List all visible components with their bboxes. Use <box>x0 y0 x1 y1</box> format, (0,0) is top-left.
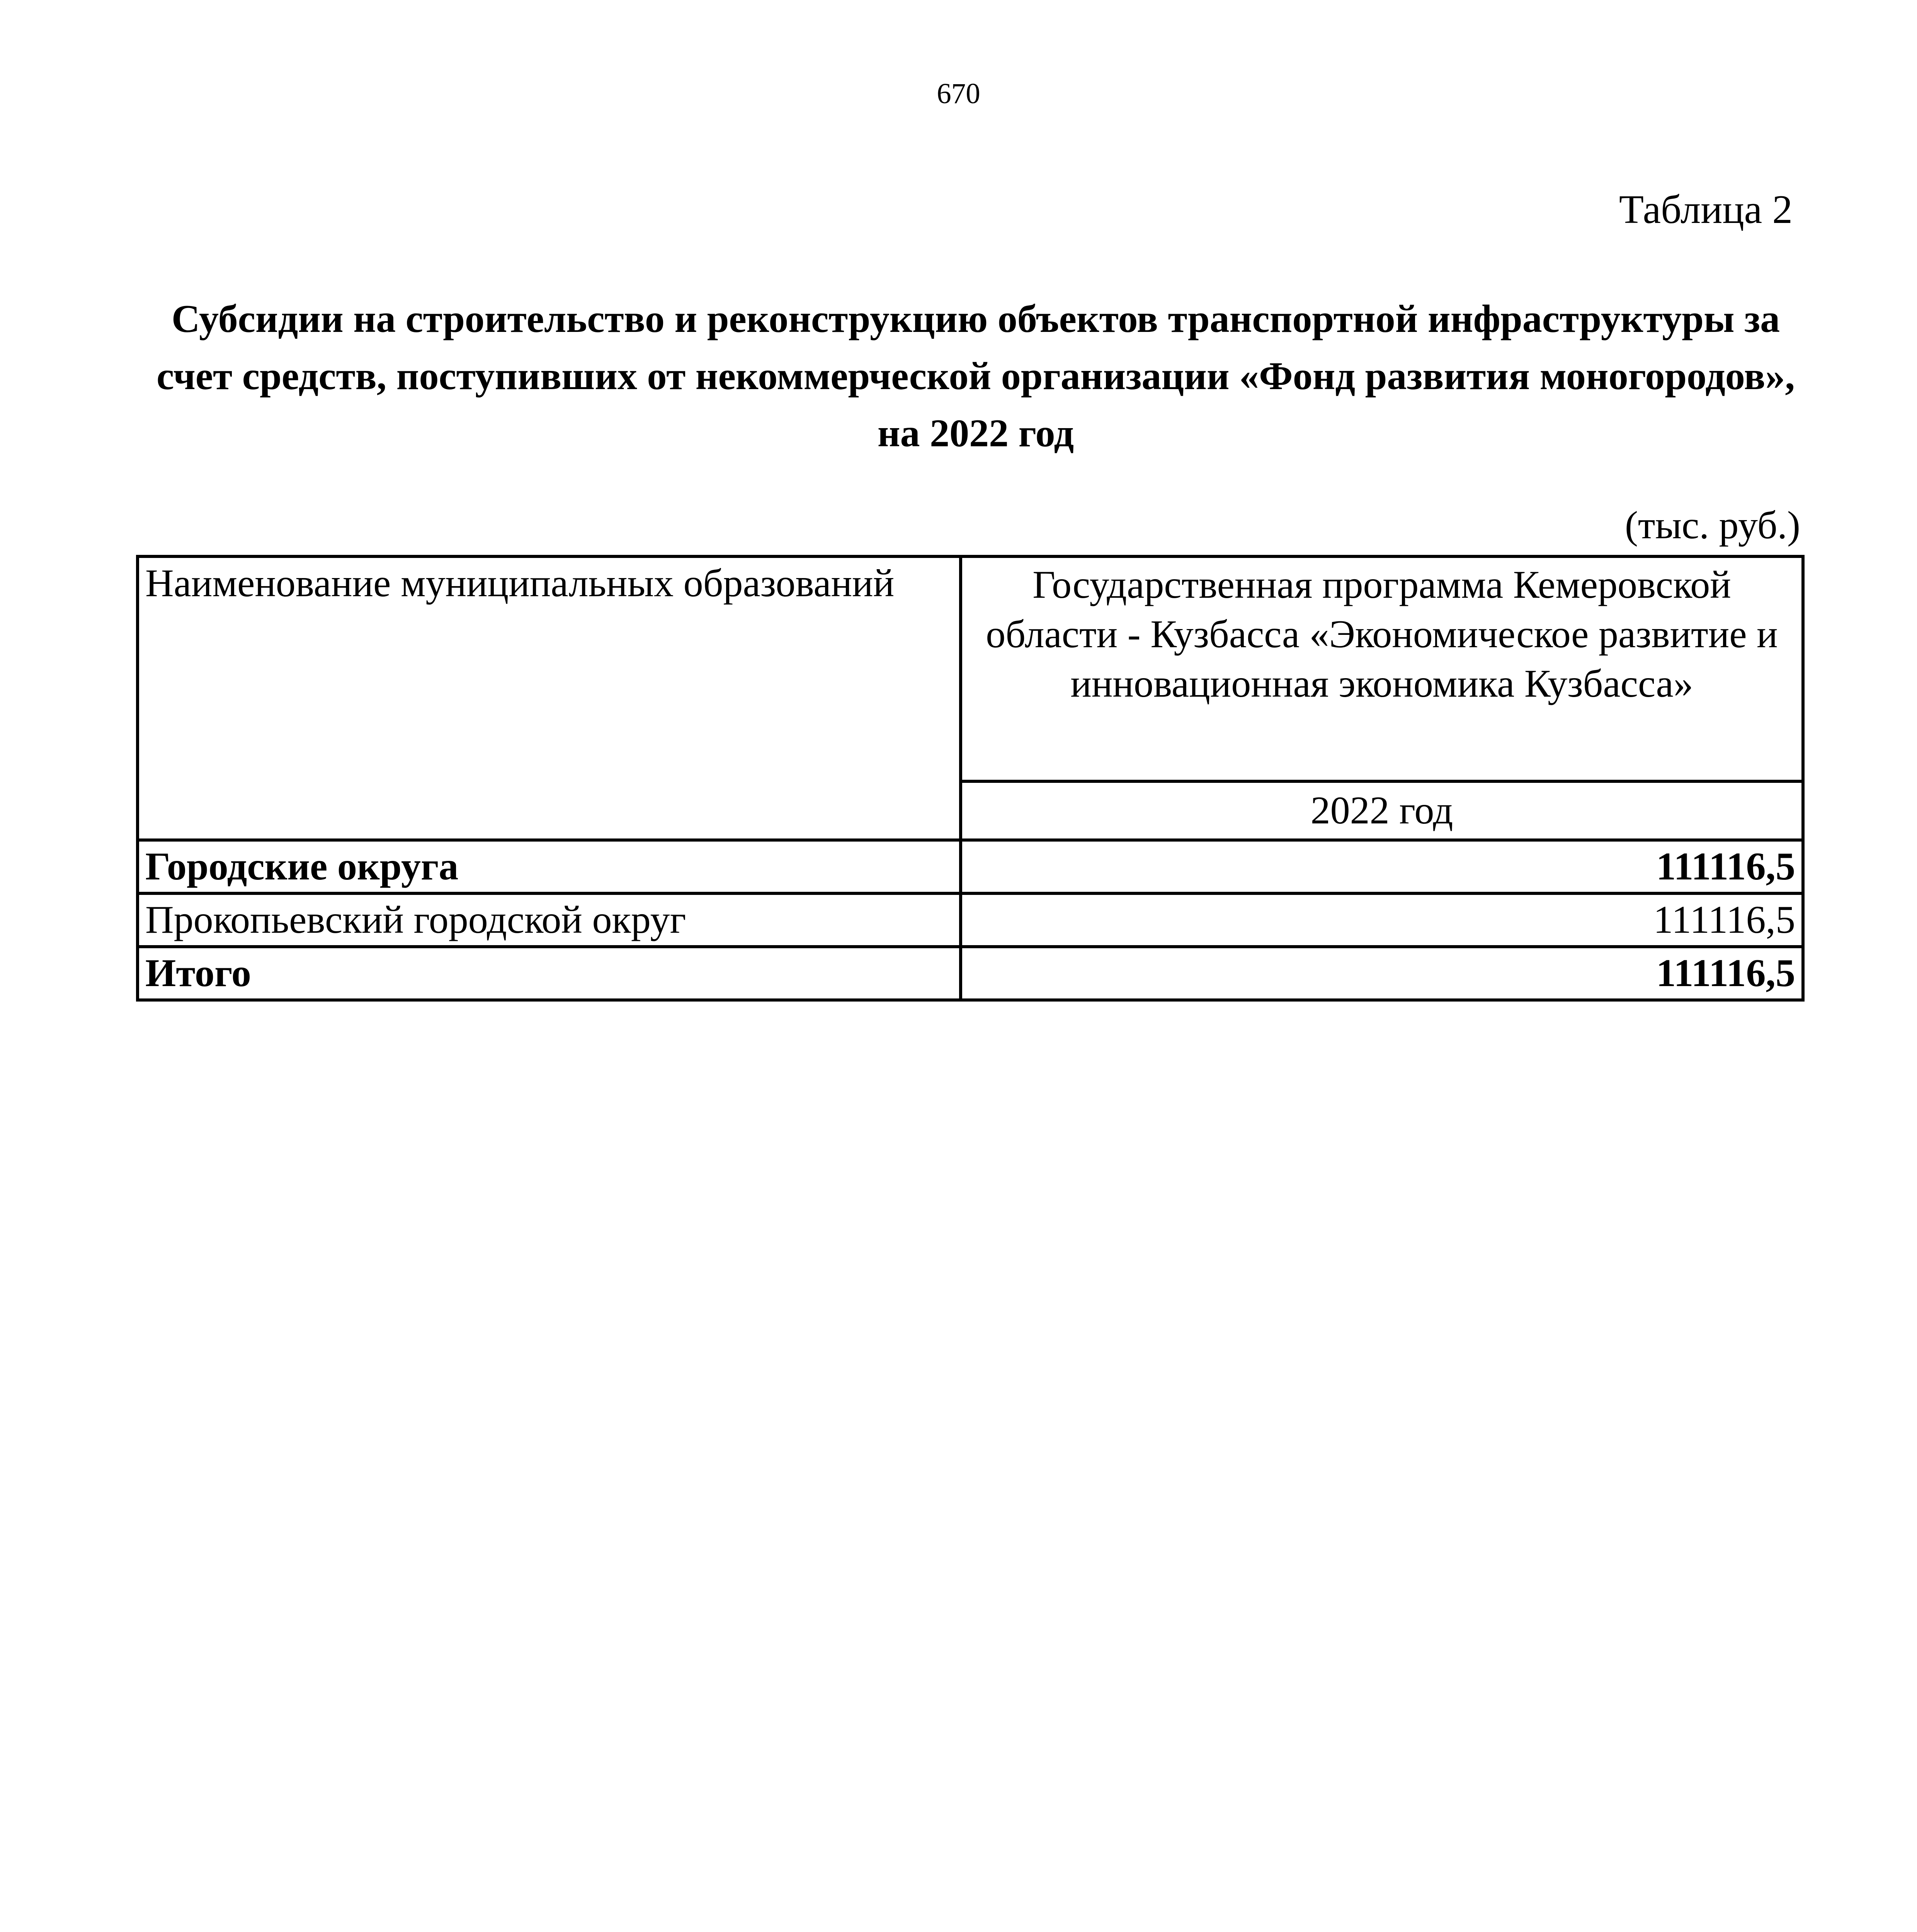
row-name: Итого <box>138 947 961 1000</box>
row-value: 111116,5 <box>961 840 1803 893</box>
row-value: 111116,5 <box>961 947 1803 1000</box>
table-row <box>138 893 1803 947</box>
table-header-row <box>138 556 1803 781</box>
table-label: Таблица 2 <box>1619 187 1793 232</box>
row-value: 111116,5 <box>961 893 1803 947</box>
table-row <box>138 840 1803 893</box>
subsidies-table <box>136 555 1805 1002</box>
header-year-column: 2022 год <box>961 781 1803 840</box>
row-name: Прокопьевский городской округ <box>138 893 961 947</box>
header-program-column: Государственная программа Кемеровской области - Кузбасса «Экономическое развитие и инновационная экономика Кузбасса» <box>961 556 1803 781</box>
document-title: Субсидии на строительство и реконструкцию объектов транспортной инфраструктуры за счет средств, поступивших от некоммерческой организации «Фонд развития моногородов», на 2022 год <box>156 297 1795 455</box>
header-name-column: Наименование муниципальных образований <box>138 556 961 840</box>
table-row-total <box>138 947 1803 1000</box>
units-label: (тыс. руб.) <box>1624 503 1800 547</box>
row-name: Городские округа <box>138 840 961 893</box>
page-number: 670 <box>937 78 980 110</box>
